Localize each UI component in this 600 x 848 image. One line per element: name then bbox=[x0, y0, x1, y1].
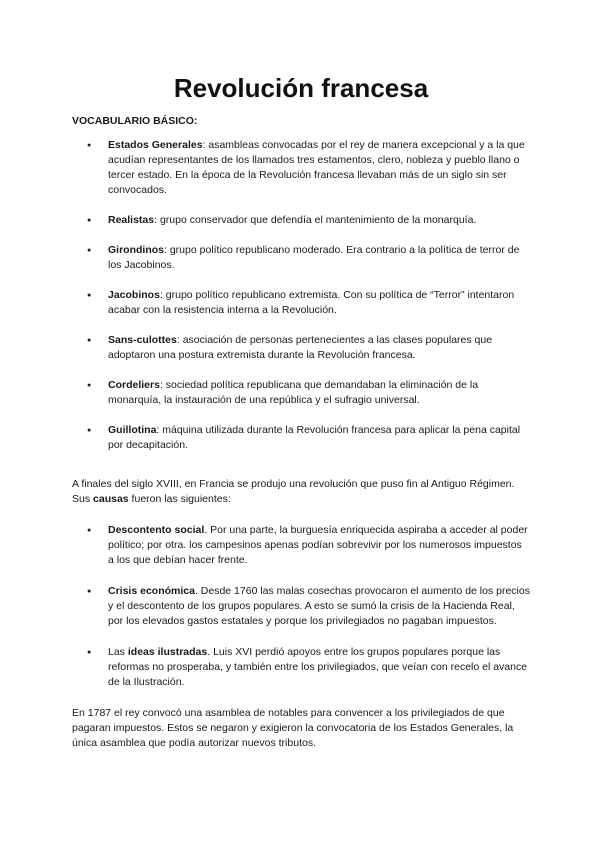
closing-paragraph: En 1787 el rey convocó una asamblea de notables para convencer a los privilegiados de que pagaran impuestos. Estos se negaron y exigieron la convocatoria de los Estados Generales, la única asamblea que podía autorizar nuevos tributos. bbox=[72, 707, 514, 749]
cause-title: Descontento social bbox=[108, 524, 205, 536]
cause-item bbox=[72, 523, 530, 568]
cause-text: . Por una parte, la burguesía enriquecida aspiraba a acceder al poder político; por otra. los campesinos apenas podían sobrevivir por los numerosos impuestos a los que debían hacer frente. bbox=[108, 524, 528, 566]
vocab-term: Girondinos bbox=[108, 244, 164, 256]
vocab-term: Cordeliers bbox=[108, 379, 160, 391]
vocab-term: Sans-culottes bbox=[108, 334, 177, 346]
causes-list bbox=[72, 523, 530, 690]
vocab-item bbox=[72, 423, 530, 453]
vocab-heading: VOCABULARIO BÁSICO: bbox=[72, 115, 198, 127]
cause-item bbox=[72, 645, 530, 690]
intro-paragraph bbox=[72, 477, 530, 507]
vocab-definition: : grupo político republicano extremista. Con su política de “Terror” intentaron acabar con la resistencia interna a la Revolución. bbox=[108, 289, 515, 316]
cause-item bbox=[72, 584, 530, 629]
vocab-item bbox=[72, 378, 530, 408]
document-page bbox=[72, 70, 530, 751]
vocab-term: Realistas bbox=[108, 214, 155, 226]
intro-bold-causas: causas bbox=[93, 493, 129, 505]
vocab-term: Jacobinos bbox=[108, 289, 160, 301]
vocab-definition: : máquina utilizada durante la Revolución francesa para aplicar la pena capital por decapitación. bbox=[108, 424, 521, 451]
vocab-item bbox=[72, 333, 530, 363]
intro-text-after: fueron las siguientes: bbox=[128, 493, 231, 505]
vocab-definition: : asambleas convocadas por el rey de manera excepcional y a la que acudían representantes de los llamados tres estamentos, clero, nobleza y pueblo llano o tercer estado. En la época de la Revolución francesa llevaban más de un siglo sin ser convocados. bbox=[108, 139, 525, 196]
vocab-definition: : grupo político republicano moderado. Era contrario a la política de terror de los Jacobinos. bbox=[108, 244, 520, 271]
intro-text-before: A finales del siglo XVIII, en Francia se produjo una revolución que puso fin al Antiguo Régimen. Sus bbox=[72, 478, 515, 505]
page-title: Revolución francesa bbox=[173, 73, 429, 103]
cause-title: Crisis económica bbox=[108, 585, 195, 597]
cause-title: ideas ilustradas bbox=[127, 646, 208, 658]
vocab-definition: : grupo conservador que defendía el mantenimiento de la monarquía. bbox=[154, 214, 477, 226]
cause-text: . Luis XVI perdió apoyos entre los grupos populares porque las reformas no prosperaba, y también entre los privilegiados, que veían con recelo el avance de la Ilustración. bbox=[108, 646, 528, 688]
vocab-item bbox=[72, 213, 530, 228]
cause-text: . Desde 1760 las malas cosechas provocaron el aumento de los precios y el descontento de los grupos populares. A esto se sumó la crisis de la Hacienda Real, por los elevados gastos estatales y porque los privilegiados no pagaban impuestos. bbox=[108, 585, 530, 627]
vocab-item bbox=[72, 243, 530, 273]
vocab-item bbox=[72, 138, 530, 198]
vocab-term: Guillotina bbox=[108, 424, 157, 436]
cause-prefix: Las bbox=[108, 646, 128, 658]
vocab-definition: : sociedad política republicana que demandaban la eliminación de la monarquía, la instauración de una república y el sufragio universal. bbox=[108, 379, 479, 406]
vocab-term: Estados Generales bbox=[108, 139, 203, 151]
vocab-definition: : asociación de personas pertenecientes a las clases populares que adoptaron una postura extremista durante la Revolución francesa. bbox=[108, 334, 493, 361]
vocab-item bbox=[72, 288, 530, 318]
vocabulary-list bbox=[72, 138, 530, 453]
